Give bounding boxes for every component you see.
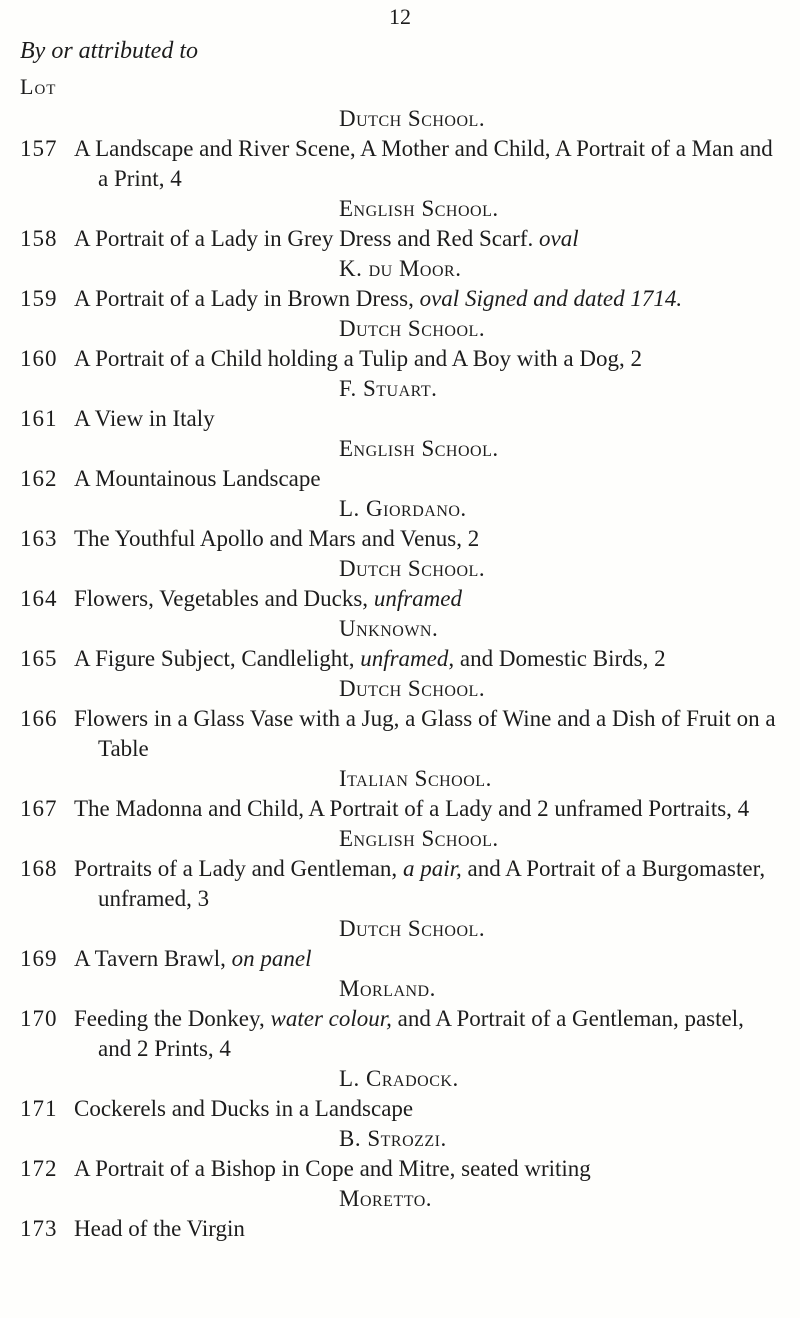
lot-entry bbox=[0, 254, 800, 314]
lot-entry bbox=[0, 104, 800, 194]
lot-entry bbox=[0, 1064, 800, 1124]
lot-description: A Portrait of a Lady in Brown Dress, oval Signed and dated 1714. bbox=[74, 286, 683, 311]
lot-entry bbox=[0, 614, 800, 674]
lot-number: 163 bbox=[20, 526, 58, 551]
lot-entry bbox=[0, 194, 800, 254]
school-heading: Morland. bbox=[339, 976, 436, 1001]
lot-number: 157 bbox=[20, 136, 58, 161]
lot-entry bbox=[0, 1124, 800, 1184]
lot-entry bbox=[0, 764, 800, 824]
page-number: 12 bbox=[389, 4, 411, 29]
lot-description: A Mountainous Landscape bbox=[74, 466, 321, 491]
lot-description: A Figure Subject, Candlelight, unframed, and Domestic Birds, 2 bbox=[74, 646, 666, 671]
lot-entry bbox=[0, 494, 800, 554]
school-heading: English School. bbox=[339, 196, 499, 221]
lot-description: A Landscape and River Scene, A Mother and Child, A Portrait of a Man and a Print, 4 bbox=[74, 136, 773, 191]
school-heading: Unknown. bbox=[339, 616, 439, 641]
lot-description: The Madonna and Child, A Portrait of a Lady and 2 unframed Portraits, 4 bbox=[74, 796, 750, 821]
lot-entry bbox=[0, 434, 800, 494]
lot-number: 158 bbox=[20, 226, 58, 251]
lot-entry bbox=[0, 674, 800, 764]
lot-description: Flowers, Vegetables and Ducks, unframed bbox=[74, 586, 462, 611]
lot-description: A View in Italy bbox=[74, 406, 215, 431]
lot-description: Head of the Virgin bbox=[74, 1216, 245, 1241]
lot-description: Portraits of a Lady and Gentleman, a pair, and A Portrait of a Burgomaster, unframed, 3 bbox=[74, 856, 766, 911]
school-heading: Italian School. bbox=[339, 766, 492, 791]
lot-entry bbox=[0, 554, 800, 614]
lot-number: 170 bbox=[20, 1006, 58, 1031]
lot-number: 161 bbox=[20, 406, 58, 431]
lot-entries bbox=[0, 104, 800, 1244]
lot-description: A Tavern Brawl, on panel bbox=[74, 946, 312, 971]
lot-entry bbox=[0, 914, 800, 974]
lot-number: 165 bbox=[20, 646, 58, 671]
lot-description: A Portrait of a Child holding a Tulip and A Boy with a Dog, 2 bbox=[74, 346, 642, 371]
lot-entry bbox=[0, 824, 800, 914]
school-heading: F. Stuart. bbox=[339, 376, 438, 401]
lot-description: Feeding the Donkey, water colour, and A Portrait of a Gentleman, pastel, and 2 Prints, 4 bbox=[74, 1006, 744, 1061]
lot-column-header: Lot bbox=[20, 74, 57, 99]
lot-number: 171 bbox=[20, 1096, 58, 1121]
school-heading: L. Cradock. bbox=[339, 1066, 459, 1091]
lot-entry bbox=[0, 974, 800, 1064]
school-heading: English School. bbox=[339, 826, 499, 851]
school-heading: L. Giordano. bbox=[339, 496, 467, 521]
lot-entry bbox=[0, 314, 800, 374]
lot-number: 169 bbox=[20, 946, 58, 971]
lot-description: A Portrait of a Lady in Grey Dress and Red Scarf. oval bbox=[74, 226, 579, 251]
school-heading: Dutch School. bbox=[339, 916, 486, 941]
lot-description: Cockerels and Ducks in a Landscape bbox=[74, 1096, 414, 1121]
lot-number: 168 bbox=[20, 856, 58, 881]
lot-description: A Portrait of a Bishop in Cope and Mitre, seated writing bbox=[74, 1156, 591, 1181]
lot-number: 160 bbox=[20, 346, 58, 371]
lot-entry bbox=[0, 1184, 800, 1244]
lot-number: 173 bbox=[20, 1216, 58, 1241]
school-heading: B. Strozzi. bbox=[339, 1126, 447, 1151]
school-heading: K. du Moor. bbox=[339, 256, 462, 281]
lot-description: The Youthful Apollo and Mars and Venus, 2 bbox=[74, 526, 480, 551]
school-heading: Dutch School. bbox=[339, 556, 486, 581]
school-heading: Dutch School. bbox=[339, 676, 486, 701]
lot-number: 166 bbox=[20, 706, 58, 731]
school-heading: Moretto. bbox=[339, 1186, 433, 1211]
lot-entry bbox=[0, 374, 800, 434]
school-heading: Dutch School. bbox=[339, 316, 486, 341]
school-heading: English School. bbox=[339, 436, 499, 461]
lot-number: 159 bbox=[20, 286, 58, 311]
lot-number: 162 bbox=[20, 466, 58, 491]
lot-number: 167 bbox=[20, 796, 58, 821]
catalogue-heading: By or attributed to bbox=[20, 38, 198, 64]
lot-description: Flowers in a Glass Vase with a Jug, a Glass of Wine and a Dish of Fruit on a Table bbox=[74, 706, 776, 761]
lot-number: 164 bbox=[20, 586, 58, 611]
school-heading: Dutch School. bbox=[339, 106, 486, 131]
lot-number: 172 bbox=[20, 1156, 58, 1181]
